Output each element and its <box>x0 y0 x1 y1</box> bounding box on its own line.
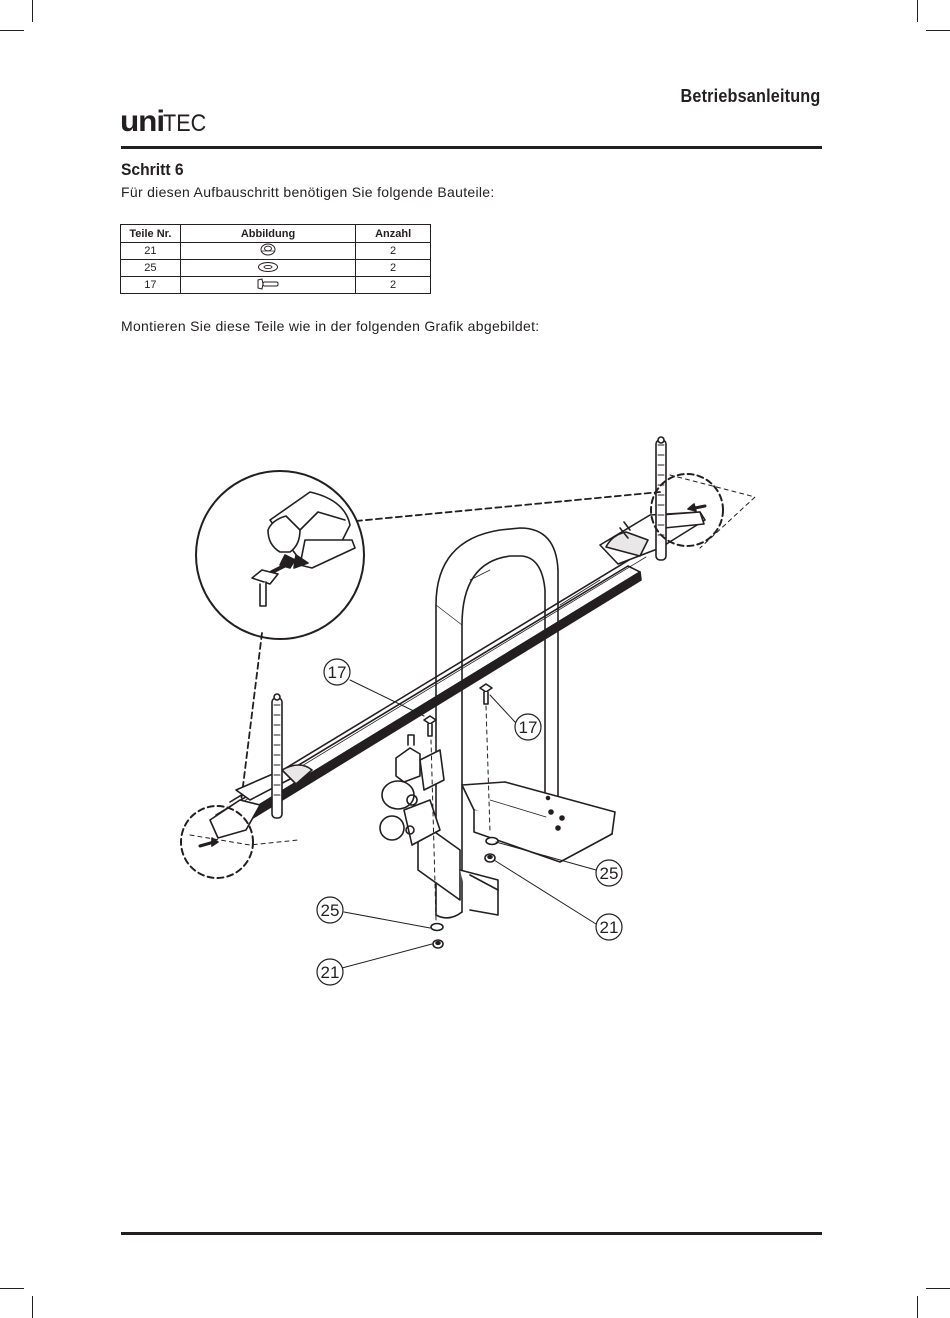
part-number: 17 <box>121 277 181 294</box>
step-intro: Für diesen Aufbauschritt benötigen Sie folgende Bauteile: <box>121 184 495 200</box>
part-number: 25 <box>121 260 181 277</box>
callout-label: 17 <box>518 718 538 737</box>
callout-label: 21 <box>320 963 340 982</box>
nut-part <box>433 940 443 948</box>
callout <box>596 860 622 886</box>
footer-divider <box>121 1232 822 1235</box>
nut-part <box>485 854 495 862</box>
callout <box>317 897 343 923</box>
callout-label: 25 <box>320 901 340 920</box>
brand-logo-tec: TEC <box>163 110 207 137</box>
callout-label: 25 <box>599 864 619 883</box>
tow-coupling <box>380 735 444 845</box>
callout <box>317 959 343 985</box>
mounting-bracket <box>418 782 615 915</box>
brand-logo-uni: uni <box>119 105 165 138</box>
mount-instruction: Montieren Sie diese Teile wie in der folgenden Grafik abgebildet: <box>121 318 540 334</box>
detail-zoom <box>196 471 364 639</box>
bolt-part <box>424 716 436 736</box>
header-quantity: Anzahl <box>356 225 431 243</box>
washer-part <box>486 838 498 845</box>
callout <box>596 914 622 940</box>
part-quantity: 2 <box>356 243 431 260</box>
callout <box>324 659 350 685</box>
left-strap <box>272 694 282 818</box>
callout-label: 21 <box>599 918 619 937</box>
part-number: 21 <box>121 243 181 260</box>
step-title: Schritt 6 <box>121 160 184 179</box>
right-strap <box>656 437 666 560</box>
callout <box>515 714 541 740</box>
part-quantity: 2 <box>356 277 431 294</box>
part-quantity: 2 <box>356 260 431 277</box>
header-part-number: Teile Nr. <box>121 225 181 243</box>
callout-label: 17 <box>327 663 347 682</box>
bolt-part <box>480 684 492 704</box>
document-title: Betriebsanleitung <box>680 86 820 106</box>
washer-part <box>431 924 443 931</box>
header-illustration: Abbildung <box>180 225 355 243</box>
